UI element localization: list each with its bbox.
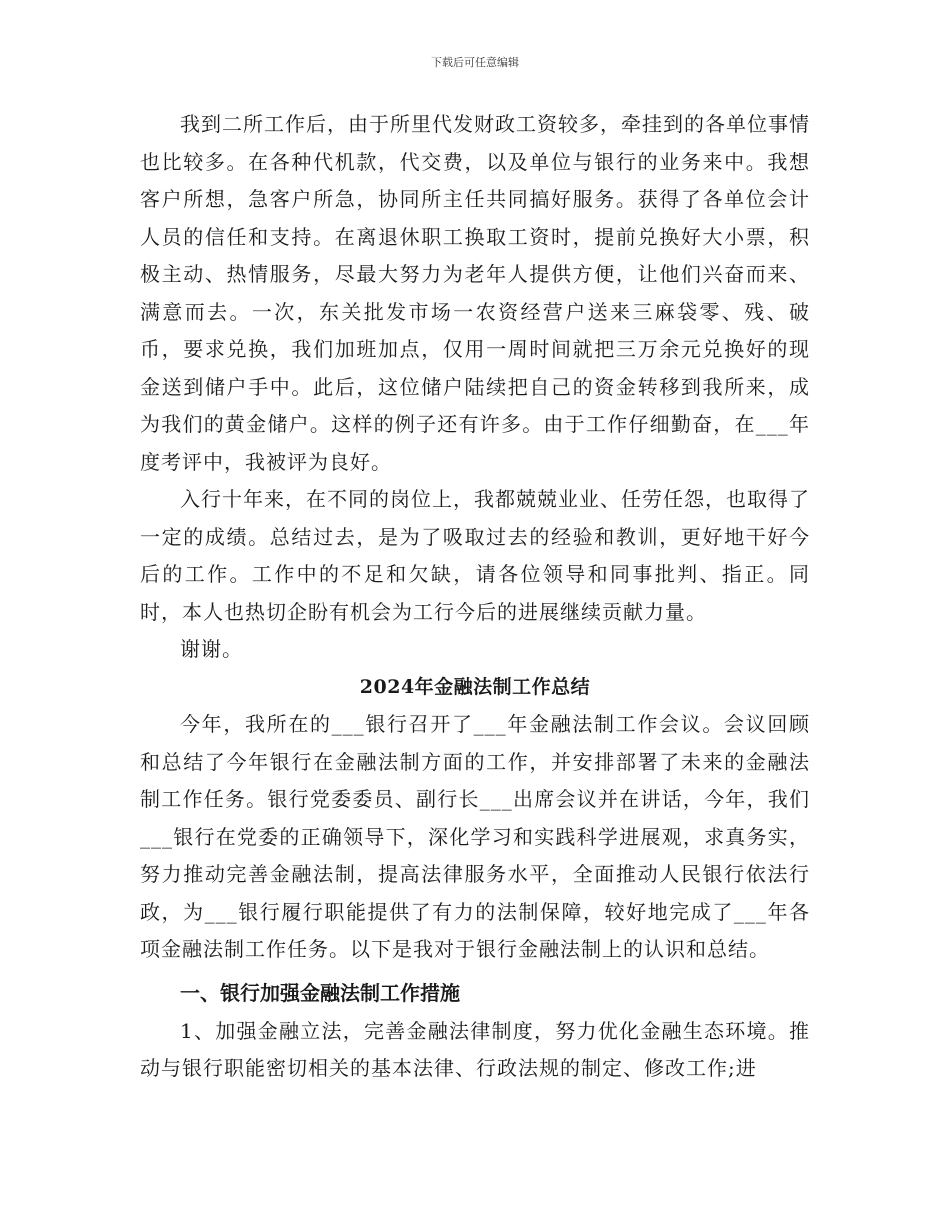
paragraph-measure-1: 1、加强金融立法，完善金融法律制度，努力优化金融生态环境。推动与银行职能密切相关的基本法律、行政法规的制定、修改工作;进 (140, 1018, 810, 1080)
section-heading-measures: 一、银行加强金融法制工作措施 (180, 980, 460, 1005)
paragraph-meeting-summary: 今年，我所在的___银行召开了___年金融法制工作会议。会议回顾和总结了今年银行在金融法制方面的工作，并安排部署了未来的金融法制工作任务。银行党委委员、副行长___出席会议并在讲话，今年，我们___银行在党委的正确领导下，深化学习和实践科学进展观，求真务实，努力推动完善金融法制，提高法律服务水平，全面推动人民银行依法行政，为___银行履行职能提供了有力的法制保障，较好地完成了___年各项金融法制工作任务。以下是我对于银行金融法制上的认识和总结。 (140, 712, 810, 961)
page-header: 下载后可任意编辑 (431, 56, 519, 69)
document-title: 2024年金融法制工作总结 (359, 675, 591, 698)
document-body (140, 106, 810, 1088)
paragraph-ten-years: 入行十年来，在不同的岗位上，我都兢兢业业、任劳任怨，也取得了一定的成绩。总结过去，是为了吸取过去的经验和教训，更好地干好今后的工作。工作中的不足和欠缺，请各位领导和同事批判、指正。同时，本人也热切企盼有机会为工行今后的进展继续贡献力量。 (140, 487, 810, 624)
paragraph-thanks: 谢谢。 (180, 637, 243, 661)
paragraph-work-at-branch: 我到二所工作后，由于所里代发财政工资较多，牵挂到的各单位事情也比较多。在各种代机款，代交费，以及单位与银行的业务来中。我想客户所想，急客户所急，协同所主任共同搞好服务。获得了各单位会计人员的信任和支持。在离退休职工换取工资时，提前兑换好大小票，积极主动、热情服务，尽最大努力为老年人提供方便，让他们兴奋而来、满意而去。一次，东关批发市场一农资经营户送来三麻袋零、残、破币，要求兑换，我们加班加点，仅用一周时间就把三万余元兑换好的现金送到储户手中。此后，这位储户陆续把自己的资金转移到我所来，成为我们的黄金储户。这样的例子还有许多。由于工作仔细勤奋，在___年度考评中，我被评为良好。 (140, 112, 810, 474)
